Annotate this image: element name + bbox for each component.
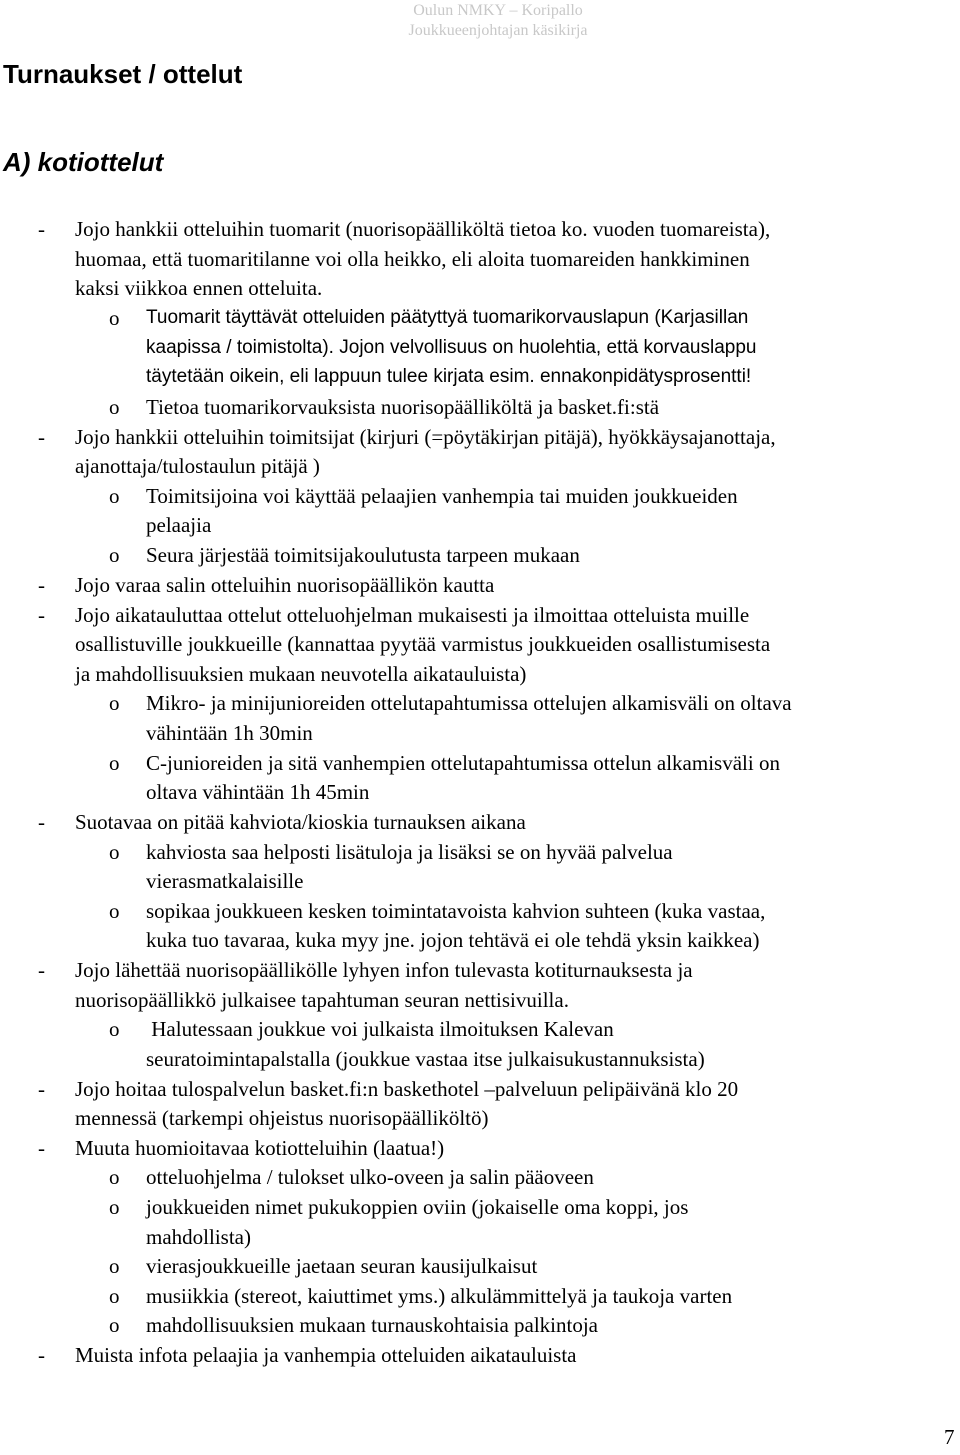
- text-line: pelaajia: [146, 513, 212, 537]
- dash-marker: -: [38, 425, 45, 449]
- text-line: [146, 333, 756, 363]
- dash-marker: -: [38, 810, 45, 834]
- section-title: A) kotiottelut: [3, 147, 164, 177]
- text-line: Halutessaan joukkue voi julkaista ilmoituksen Kalevan: [146, 1017, 614, 1041]
- text-line: seuratoimintapalstalla (joukkue vastaa itse julkaisukustannuksista): [146, 1047, 705, 1071]
- bullet-marker: o: [109, 1195, 120, 1219]
- bullet-marker: o: [109, 751, 120, 775]
- text-line: sopikaa joukkueen kesken toimintatavoista kahvion suhteen (kuka vastaa,: [146, 899, 766, 923]
- text-line: Jojo hankkii otteluihin toimitsijat (kirjuri (=pöytäkirjan pitäjä), hyökkäysajanottaja,: [75, 425, 776, 449]
- bullet-marker: o: [109, 306, 120, 330]
- text-line: kaapissa / toimistolta).: [146, 337, 340, 358]
- text-line: mahdollisuuksien mukaan turnauskohtaisia palkintoja: [146, 1313, 599, 1337]
- text-line: mennessä (tarkempi ohjeistus nuorisopäälliköltö): [75, 1106, 489, 1130]
- text-line: Muuta huomioitavaa kotiotteluihin (laatua!): [75, 1136, 445, 1160]
- header-document-title: Joukkueenjohtajan käsikirja: [408, 22, 588, 39]
- bullet-marker: o: [109, 899, 120, 923]
- header-organization: Oulun NMKY – Koripallo: [413, 2, 583, 19]
- text-line: vähintään 1h 30min: [146, 721, 313, 745]
- text-line: vierasjoukkueille jaetaan seuran kausijulkaisut: [146, 1254, 538, 1278]
- bullet-marker: o: [109, 543, 120, 567]
- bullet-marker: o: [109, 395, 120, 419]
- text-line: Jojo hankkii otteluihin tuomarit (nuorisopäälliköltä tietoa ko. vuoden tuomareista),: [75, 217, 771, 241]
- text-line: osallistuville joukkueille (kannattaa pyytää varmistus joukkueiden osallistumisesta: [75, 632, 771, 656]
- dash-marker: -: [38, 573, 45, 597]
- text-line: kuka tuo tavaraa, kuka myy jne. jojon tehtävä ei ole tehdä yksin kaikkea): [146, 928, 760, 952]
- text-line: Tuomarit täyttävät otteluiden päätyttyä tuomarikorvauslapun (Karjasillan: [146, 307, 749, 328]
- text-line: mahdollista): [146, 1225, 251, 1249]
- text-line: nuorisopäällikkö julkaisee tapahtuman seuran nettisivuilla.: [75, 988, 569, 1012]
- bullet-marker: o: [109, 1165, 120, 1189]
- text-line: Toimitsijoina voi käyttää pelaajien vanhempia tai muiden joukkueiden: [146, 484, 738, 508]
- text-line: oltava vähintään 1h 45min: [146, 780, 370, 804]
- text-line: kahviosta saa helposti lisätuloja ja lisäksi se on hyvää palvelua: [146, 840, 673, 864]
- text-line: vierasmatkalaisille: [146, 869, 304, 893]
- text-line: kaksi viikkoa ennen otteluita.: [75, 276, 323, 300]
- text-line: Suotavaa on pitää kahviota/kioskia turnauksen aikana: [75, 810, 526, 834]
- bullet-marker: o: [109, 1254, 120, 1278]
- text-line: ja mahdollisuuksien mukaan neuvotella aikatauluista): [75, 662, 527, 686]
- text-line: musiikkia (stereot, kaiuttimet yms.) alkulämmittelyä ja taukoja varten: [146, 1284, 733, 1308]
- text-line: huomaa, että tuomaritilanne voi olla heikko, eli aloita tuomareiden hankkiminen: [75, 247, 750, 271]
- text-line: Muista infota pelaajia ja vanhempia otteluiden aikatauluista: [75, 1343, 577, 1367]
- page-number: 7: [944, 1425, 955, 1449]
- text-line: Jojo varaa salin otteluihin nuorisopäällikön kautta: [75, 573, 495, 597]
- text-line: Jojo hoitaa tulospalvelun basket.fi:n baskethotel –palveluun pelipäivänä klo 20: [75, 1077, 739, 1101]
- text-line: Tietoa tuomarikorvauksista nuorisopäälliköltä ja basket.fi:stä: [146, 395, 660, 419]
- dash-marker: -: [38, 603, 45, 627]
- bullet-marker: o: [109, 840, 120, 864]
- text-line: Jojo aikatauluttaa ottelut otteluohjelman mukaisesti ja ilmoittaa otteluista muille: [75, 603, 750, 627]
- dash-marker: -: [38, 217, 45, 241]
- page-title: Turnaukset / ottelut: [3, 59, 243, 89]
- text-line: C-junioreiden ja sitä vanhempien ottelutapahtumissa ottelun alkamisväli on: [146, 751, 780, 775]
- dash-marker: -: [38, 1077, 45, 1101]
- text-line: täytetään oikein, eli lappuun tulee kirjata esim. ennakonpidätysprosentti!: [146, 366, 752, 387]
- bullet-marker: o: [109, 691, 120, 715]
- bullet-marker: o: [109, 484, 120, 508]
- dash-marker: -: [38, 1343, 45, 1367]
- bullet-marker: o: [109, 1313, 120, 1337]
- dash-marker: -: [38, 1136, 45, 1160]
- text-line: otteluohjelma / tulokset ulko-oveen ja salin pääoveen: [146, 1165, 594, 1189]
- text-line: ajanottaja/tulostaulun pitäjä ): [75, 454, 320, 478]
- text-line: Seura järjestää toimitsijakoulutusta tarpeen mukaan: [146, 543, 580, 567]
- running-header: [378, 1, 618, 41]
- dash-marker: -: [38, 958, 45, 982]
- text-line: Mikro- ja minijunioreiden ottelutapahtumissa ottelujen alkamisväli on oltava: [146, 691, 792, 715]
- text-line: Jojo lähettää nuorisopäällikölle lyhyen infon tulevasta kotiturnauksesta ja: [75, 958, 693, 982]
- text-line: Jojon velvollisuus on huolehtia, että korvauslappu: [339, 337, 757, 358]
- text-line: joukkueiden nimet pukukoppien oviin (jokaiselle oma koppi, jos: [146, 1195, 689, 1219]
- bullet-marker: o: [109, 1284, 120, 1308]
- bullet-marker: o: [109, 1017, 120, 1041]
